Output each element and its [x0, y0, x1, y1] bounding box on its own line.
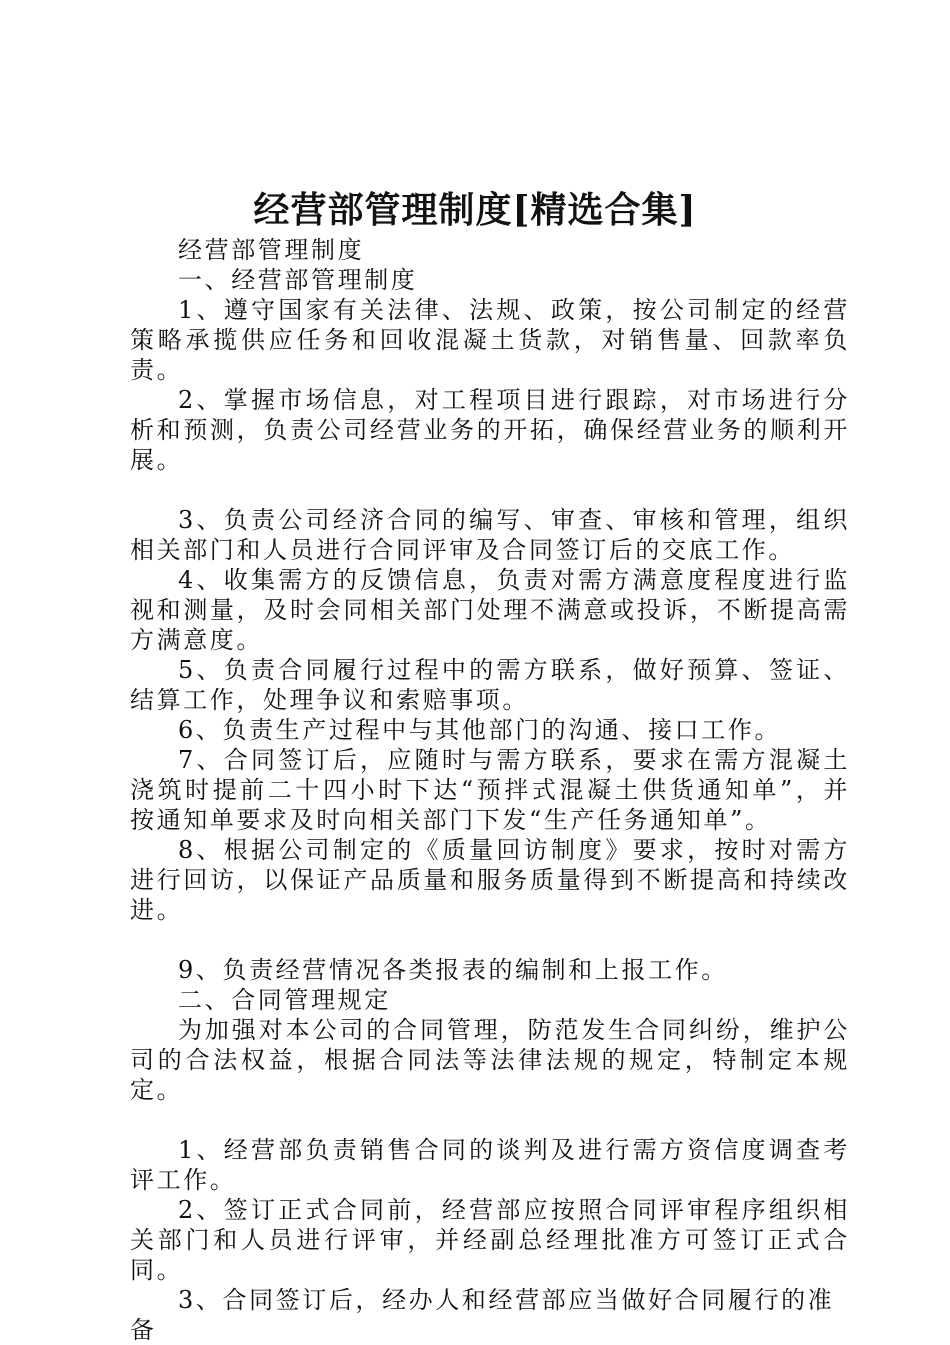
document-title: 经营部管理制度[精选合集] — [253, 189, 697, 231]
paragraph-item: 8、根据公司制定的《质量回访制度》要求，按时对需方进行回访，以保证产品质量和服务质量得到不断提高和持续改进。 — [130, 836, 850, 924]
paragraph-item: 3、负责公司经济合同的编写、审查、审核和管理，组织相关部门和人员进行合同评审及合同签订后的交底工作。 — [130, 506, 850, 564]
paragraph-item: 2、签订正式合同前，经营部应按照合同评审程序组织相关部门和人员进行评审，并经副总经理批准方可签订正式合同。 — [130, 1196, 850, 1284]
paragraph-item: 5、负责合同履行过程中的需方联系，做好预算、签证、结算工作，处理争议和索赔事项。 — [130, 656, 850, 714]
section-heading-2: 二、合同管理规定 — [178, 986, 391, 1014]
paragraph-item: 7、合同签订后，应随时与需方联系，要求在需方混凝土浇筑时提前二十四小时下达“预拌式混凝土供货通知单”，并按通知单要求及时向相关部门下发“生产任务通知单”。 — [130, 746, 850, 834]
paragraph-item: 6、负责生产过程中与其他部门的沟通、接口工作。 — [178, 716, 782, 744]
paragraph-item: 3、合同签订后，经办人和经营部应当做好合同履行的准备 — [130, 1286, 835, 1344]
paragraph-item: 2、掌握市场信息，对工程项目进行跟踪，对市场进行分析和预测，负责公司经营业务的开拓，确保经营业务的顺利开展。 — [130, 386, 850, 474]
section-heading-1: 一、经营部管理制度 — [178, 266, 418, 294]
document-body — [130, 235, 850, 1345]
paragraph-item: 1、遵守国家有关法律、法规、政策，按公司制定的经营策略承揽供应任务和回收混凝土货款，对销售量、回款率负责。 — [130, 296, 850, 384]
paragraph-item: 1、经营部负责销售合同的谈判及进行需方资信度调查考评工作。 — [130, 1136, 850, 1194]
paragraph-intro: 为加强对本公司的合同管理，防范发生合同纠纷，维护公司的合法权益，根据合同法等法律法规的规定，特制定本规定。 — [130, 1016, 850, 1104]
paragraph-item: 4、收集需方的反馈信息，负责对需方满意度程度进行监视和测量，及时会同相关部门处理不满意或投诉，不断提高需方满意度。 — [130, 566, 850, 654]
paragraph-item: 9、负责经营情况各类报表的编制和上报工作。 — [178, 956, 728, 984]
paragraph-subtitle: 经营部管理制度 — [178, 236, 365, 264]
